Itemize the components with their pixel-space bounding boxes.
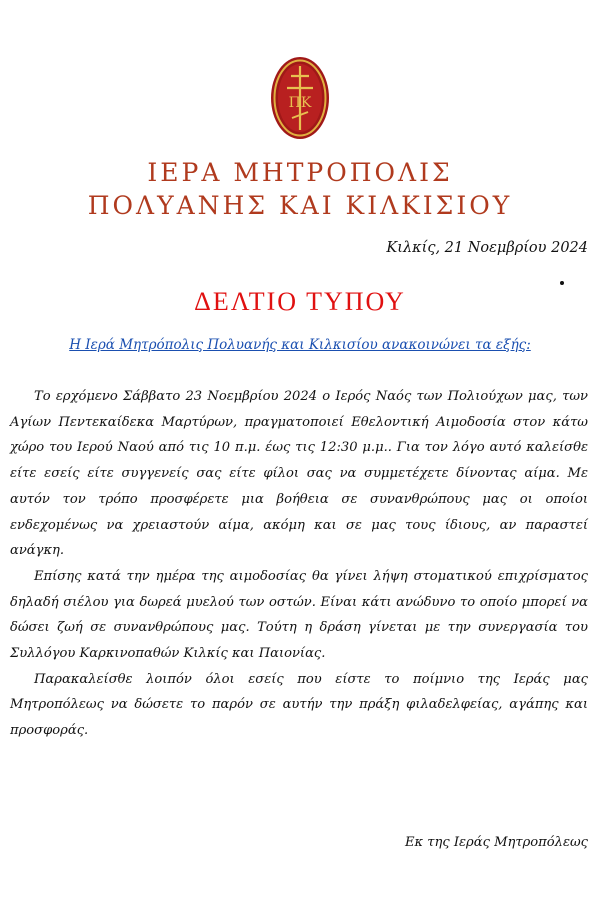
paragraph-1: Το ερχόμενο Σάββατο 23 Νοεμβρίου 2024 ο Ιερός Ναός των Πολιούχων μας, των Αγίων Πεντεκαίδεκα Μαρτύρων, πραγματοποιεί Εθελοντική Αιμοδοσία στον κάτω χώρο του Ιερού Ναού από τις 10 π.μ. έως τις 12:30 μ.μ.. Για τον λόγο αυτό καλείσθε είτε εσείς είτε συγγενείς σας είτε φίλοι σας να συμμετέχετε δίνοντας αίμα. Με αυτόν τον τρόπο προσφέρετε μια βοήθεια σε συνανθρώπους μας οι οποίοι ενδεχομένως να χρειαστούν αίμα, ακόμη και σε μας τους ίδιους, αν παραστεί ανάγκη. [10, 389, 588, 559]
org-name-line1: ΙΕΡΑ ΜΗΤΡΟΠΟΛΙΣ [147, 158, 453, 187]
metropolis-seal-icon [270, 56, 330, 140]
date-line: Κιλκίς, 21 Νοεμβρίου 2024 [386, 240, 588, 256]
announcement-subtitle: Η Ιερά Μητρόπολις Πολυανής και Κιλκισίου ανακοινώνει τα εξής: [69, 337, 531, 353]
body-text [10, 384, 588, 744]
signature-line: Εκ της Ιεράς Μητροπόλεως [404, 835, 588, 850]
paragraph-3: Παρακαλείσθε λοιπόν όλοι εσείς που είστε το ποίμνιο της Ιεράς μας Μητροπόλεως να δώσετε το παρόν σε αυτήν την πράξη φιλαδελφείας, αγάπης και προσφοράς. [10, 671, 588, 739]
stray-dot [560, 281, 564, 285]
document-title: ΔΕΛΤΙΟ ΤΥΠΟΥ [194, 287, 406, 316]
paragraph-2: Επίσης κατά την ημέρα της αιμοδοσίας θα γίνει λήψη στοματικού επιχρίσματος δηλαδή σιέλου για δωρεά μυελού των οστών. Είναι κάτι ανώδυνο το οποίο μπορεί να δώσει ζωή σε συνανθρώπους μας. Τούτη η δράση γίνεται με την συνεργασία του Συλλόγου Καρκινοπαθών Κιλκίς και Παιονίας. [10, 568, 588, 662]
svg-text:ΠΚ: ΠΚ [288, 95, 312, 111]
org-name-line2: ΠΟΛΥΑΝΗΣ ΚΑΙ ΚΙΛΚΙΣΙΟΥ [87, 191, 513, 220]
